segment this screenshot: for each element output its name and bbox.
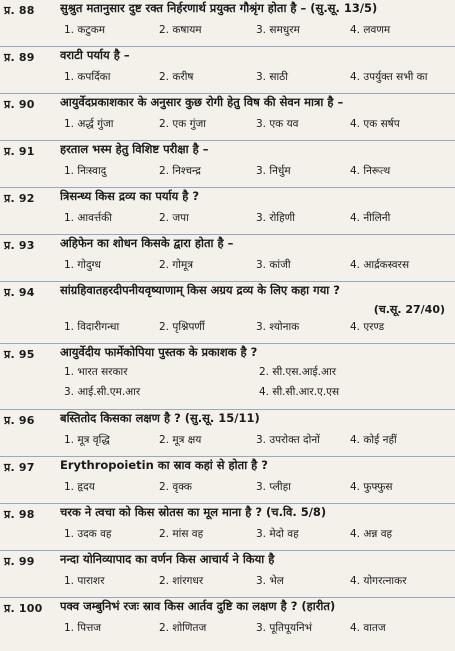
option-1: 1. उदक वह [64, 528, 112, 540]
question-95 [0, 344, 455, 410]
question-text: त्रिसन्ध्य किस द्रव्य का पर्याय है ? [60, 189, 200, 203]
option-2: 2. जपा [159, 212, 189, 224]
options [64, 621, 454, 639]
question-number: प्र. 90 [4, 98, 35, 111]
option-2: 2. शोणितज [159, 622, 207, 634]
question-text: आयुर्वेदीय फार्मेकोपिया पुस्तक के प्रकाशक है ? [60, 345, 258, 359]
question-number: प्र. 93 [4, 239, 35, 252]
question-text: बस्तितोद किसका लक्षण है ? (सु.सू. 15/11) [60, 411, 260, 425]
option-4: 4. निरूत्थ [350, 165, 391, 177]
option-1: 1. पित्तज [64, 622, 102, 634]
question-number: प्र. 100 [4, 602, 43, 615]
options [64, 320, 454, 338]
option-3: 3. उपरोक्त दोनों [256, 434, 320, 446]
options [64, 480, 454, 498]
option-1: 1. कपर्दिका [64, 71, 111, 83]
options [64, 70, 454, 88]
option-2: 2. वृक्क [159, 481, 192, 493]
option-1: 1. भारत सरकार [64, 366, 128, 378]
option-4: 4. एरण्ड [350, 321, 385, 333]
question-text: Erythropoietin का स्राव कहां से होता है ? [60, 458, 268, 472]
options [64, 527, 454, 545]
question-number: प्र. 89 [4, 51, 35, 64]
option-3: 3. आई.सी.एम.आर [64, 386, 141, 398]
option-4: 4. नीलिनी [350, 212, 391, 224]
question-number: प्र. 91 [4, 145, 35, 158]
option-1: 1. अर्द्ध गुंजा [64, 118, 114, 130]
option-1: 1. विदारीगन्धा [64, 321, 120, 333]
question-text: वराटी पर्याय है – [60, 48, 130, 62]
options [64, 23, 454, 41]
option-4: 4. उपर्युक्त सभी का [350, 71, 428, 83]
question-number: प्र. 88 [4, 4, 35, 17]
option-4: 4. अन्न वह [350, 528, 393, 540]
option-1: 1. मूत्र वृद्धि [64, 434, 110, 446]
options [64, 433, 454, 451]
question-number: प्र. 92 [4, 192, 35, 205]
question-number: प्र. 94 [4, 286, 35, 299]
option-4: 4. वातज [350, 622, 386, 634]
options [64, 258, 454, 276]
option-3: 3. भेल [256, 575, 284, 587]
question-number: प्र. 97 [4, 461, 35, 474]
option-4: 4. आर्द्रकस्वरस [350, 259, 410, 271]
question-91 [0, 141, 455, 188]
option-2: 2. मांस वह [159, 528, 204, 540]
option-3: 3. रोहिणी [256, 212, 295, 224]
question-number: प्र. 96 [4, 414, 35, 427]
question-reference: (च.सू. 27/40) [373, 303, 445, 316]
option-3: 3. पूतिपूयनिभं [256, 622, 313, 634]
question-93 [0, 235, 455, 282]
options [64, 117, 454, 135]
question-text: हरताल भस्म हेतु विशिष्ट परीक्षा है – [60, 142, 209, 156]
question-89 [0, 47, 455, 94]
option-4: 4. एक सर्षप [350, 118, 400, 130]
option-1: 1. पाराशर [64, 575, 105, 587]
option-1: 1. निःस्वादु [64, 165, 107, 177]
option-3: 3. साठी [256, 71, 288, 83]
options [64, 365, 454, 405]
option-2: 2. शांरगधर [159, 575, 204, 587]
option-3: 3. निर्धुम [256, 165, 291, 177]
question-94 [0, 282, 455, 344]
option-4: 4. कोई नहीं [350, 434, 397, 446]
question-text: सुश्रुत मतानुसार दुष्ट रक्त निर्हरणार्थ प्रयुक्त गौश्रृंग होता है – (सु.सू. 13/5) [60, 1, 378, 15]
option-4: 4. योगरत्नाकर [350, 575, 407, 587]
question-text: सांग्रहिवातहरदीपनीयवृष्याणाम् किस अग्रय द्रव्य के लिए कहा गया ? [60, 283, 340, 297]
option-2: 2. मूत्र क्षय [159, 434, 202, 446]
options [64, 211, 454, 229]
question-97 [0, 457, 455, 504]
option-1: 1. हृदय [64, 481, 95, 493]
option-2: 2. कषायम [159, 24, 202, 36]
option-3: 3. प्लीहा [256, 481, 291, 493]
option-4: 4. लवणम [350, 24, 391, 36]
option-2: 2. सी.एस.आई.आर [259, 366, 337, 378]
option-1: 1. आवर्त्तकी [64, 212, 112, 224]
option-3: 3. मेदो वह [256, 528, 299, 540]
question-number: प्र. 98 [4, 508, 35, 521]
question-text: चरक ने त्वचा को किस स्रोतस का मूल माना है ? (च.वि. 5/8) [60, 505, 327, 519]
question-99 [0, 551, 455, 598]
option-4: 4. फुफ्फुस [350, 481, 393, 493]
options [64, 164, 454, 182]
option-3: 3. श्योनाक [256, 321, 300, 333]
option-2: 2. एक गुंजा [159, 118, 206, 130]
option-2: 2. निश्चन्द्र [159, 165, 201, 177]
question-90 [0, 94, 455, 141]
option-2: 2. पृश्निपर्णी [159, 321, 205, 333]
question-88 [0, 0, 455, 47]
option-2: 2. गोमूत्र [159, 259, 194, 271]
question-text: आयुर्वेदप्रकाशकार के अनुसार कुछ रोगी हेतु विष की सेवन मात्रा है – [60, 95, 344, 109]
option-2: 2. करीष [159, 71, 194, 83]
option-3: 3. समधुरम [256, 24, 300, 36]
option-1: 1. कटुकम [64, 24, 106, 36]
question-text: अहिफेन का शोधन किसके द्वारा होता है – [60, 236, 234, 250]
option-3: 3. कांजी [256, 259, 291, 271]
question-number: प्र. 99 [4, 555, 35, 568]
option-4: 4. सी.सी.आर.ए.एस [259, 386, 340, 398]
question-96 [0, 410, 455, 457]
question-text: पक्व जम्बुनिभं रजः स्राव किस आर्तव दुष्टि का लक्षण है ? (हारीत) [60, 599, 336, 613]
question-number: प्र. 95 [4, 348, 35, 361]
option-1: 1. गोदुग्ध [64, 259, 101, 271]
question-100 [0, 598, 455, 651]
question-98 [0, 504, 455, 551]
options [64, 574, 454, 592]
question-92 [0, 188, 455, 235]
question-text: नन्दा योनिव्यापाद का वर्णन किस आचार्य ने किया है [60, 552, 275, 566]
option-3: 3. एक यव [256, 118, 299, 130]
